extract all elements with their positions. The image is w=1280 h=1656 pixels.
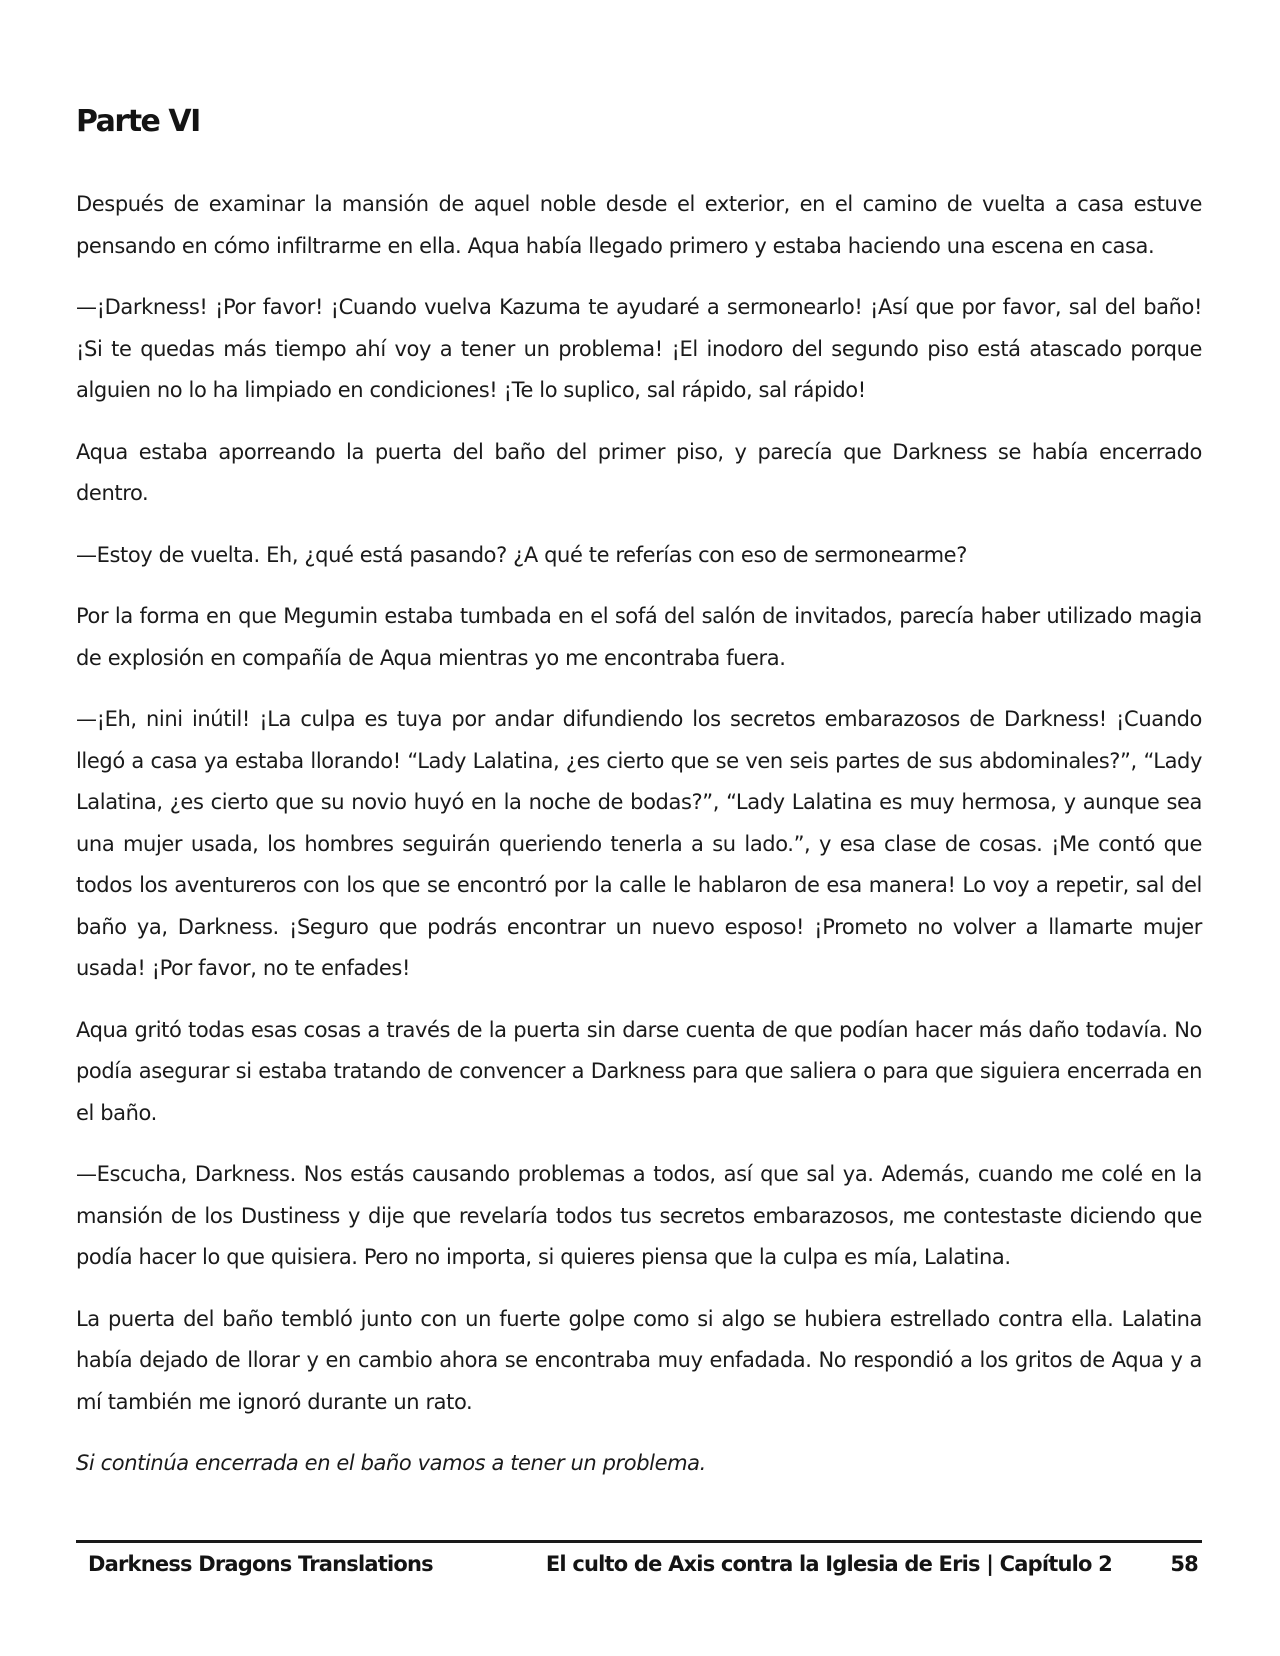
paragraph: Después de examinar la mansión de aquel noble desde el exterior, en el camino de vuelta a casa estuve pensando en cómo infiltrarme en ella. Aqua había llegado primero y estaba haciendo una escena en casa. [76,192,1202,258]
paragraph-italic: Si continúa encerrada en el baño vamos a tener un problema. [76,1451,706,1475]
paragraph: Aqua estaba aporreando la puerta del baño del primer piso, y parecía que Darkness se había encerrado dentro. [76,439,1202,505]
footer-translator-credit: Darkness Dragons Translations [88,1552,433,1576]
section-heading: Parte VI [76,104,200,139]
page-footer [76,1552,1202,1582]
paragraph: Por la forma en que Megumin estaba tumbada en el sofá del salón de invitados, parecía haber utilizado magia de explosión en compañía de Aqua mientras yo me encontraba fuera. [76,604,1202,670]
body-text [76,184,1202,1505]
paragraph: Aqua gritó todas esas cosas a través de la puerta sin darse cuenta de que podían hacer más daño todavía. No podía asegurar si estaba tratando de convencer a Darkness para que saliera o para que siguiera encerrada en el baño. [76,1017,1202,1125]
paragraph: —Estoy de vuelta. Eh, ¿qué está pasando? ¿A qué te referías con eso de sermonearme? [76,542,967,567]
footer-book-chapter: El culto de Axis contra la Iglesia de Eris | Capítulo 2 [545,1552,1112,1576]
document-page [76,0,1202,1656]
paragraph: —¡Eh, nini inútil! ¡La culpa es tuya por andar difundiendo los secretos embarazosos de Darkness! ¡Cuando llegó a casa ya estaba llorando! “Lady Lalatina, ¿es cierto que se ven seis partes de sus abdominales?”, “Lady Lalatina, ¿es cierto que su novio huyó en la noche de bodas?”, “Lady Lalatina es muy hermosa, y aunque sea una mujer usada, los hombres seguirán queriendo tenerla a su lado.”, y esa clase de cosas. ¡Me contó que todos los aventureros con los que se encontró por la calle le hablaron de esa manera! Lo voy a repetir, sal del baño ya, Darkness. ¡Seguro que podrás encontrar un nuevo esposo! ¡Prometo no volver a llamarte mujer usada! ¡Por favor, no te enfades! [76,707,1202,980]
footer-divider [76,1540,1202,1543]
paragraph: La puerta del baño tembló junto con un fuerte golpe como si algo se hubiera estrellado contra ella. Lalatina había dejado de llorar y en cambio ahora se encontraba muy enfadada. No respondió a los gritos de Aqua y a mí también me ignoró durante un rato. [76,1306,1202,1414]
paragraph: —Escucha, Darkness. Nos estás causando problemas a todos, así que sal ya. Además, cuando me colé en la mansión de los Dustiness y dije que revelaría todos tus secretos embarazosos, me contestaste diciendo que podía hacer lo que quisiera. Pero no importa, si quieres piensa que la culpa es mía, Lalatina. [76,1162,1202,1269]
paragraph: —¡Darkness! ¡Por favor! ¡Cuando vuelva Kazuma te ayudaré a sermonearlo! ¡Así que por favor, sal del baño! ¡Si te quedas más tiempo ahí voy a tener un problema! ¡El inodoro del segundo piso está atascado porque alguien no lo ha limpiado en condiciones! ¡Te lo suplico, sal rápido, sal rápido! [76,295,1202,402]
footer-page-number: 58 [1170,1552,1198,1576]
